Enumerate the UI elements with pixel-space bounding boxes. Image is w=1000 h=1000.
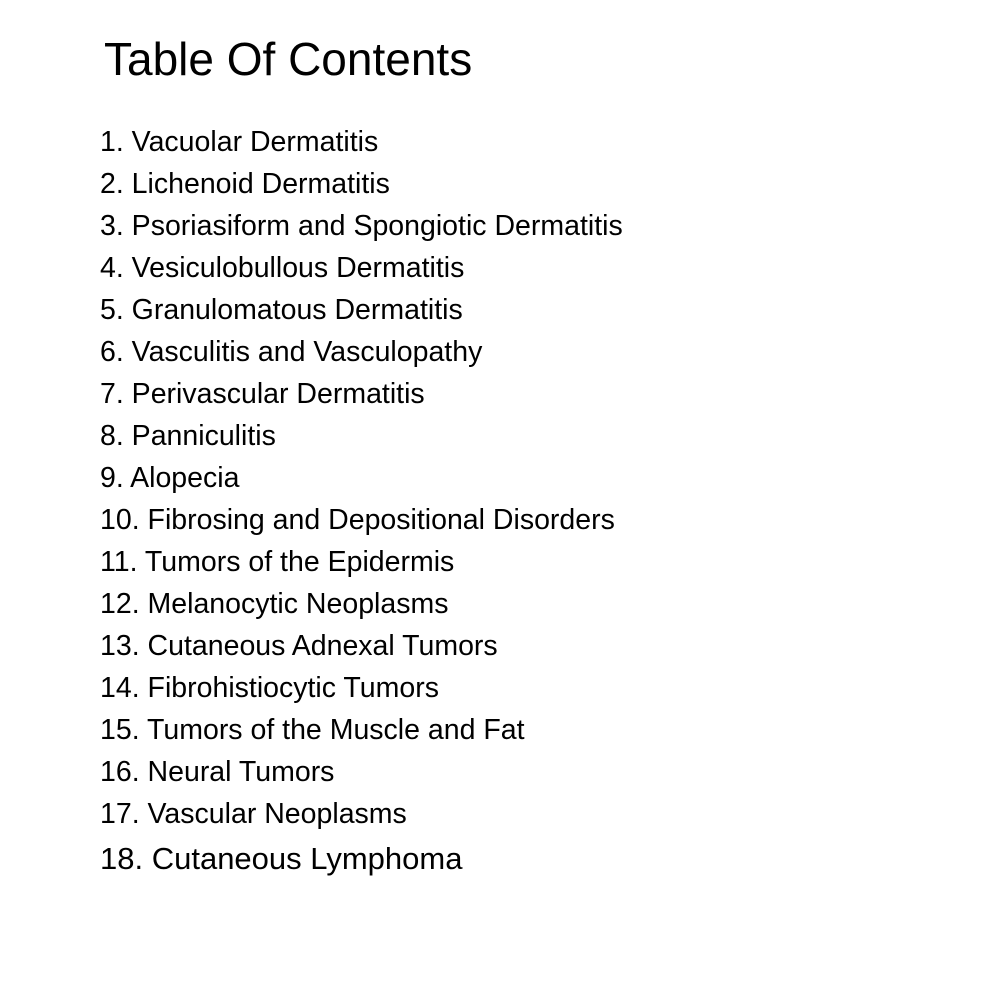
toc-entry-psoriasiform-spongiotic-dermatitis[interactable]: 3. Psoriasiform and Spongiotic Dermatitis bbox=[100, 210, 623, 242]
toc-entry-fibrohistiocytic-tumors[interactable]: 14. Fibrohistiocytic Tumors bbox=[100, 672, 439, 704]
toc-entry-granulomatous-dermatitis[interactable]: 5. Granulomatous Dermatitis bbox=[100, 294, 463, 326]
toc-entry-vascular-neoplasms[interactable]: 17. Vascular Neoplasms bbox=[100, 798, 407, 830]
toc-entry-melanocytic-neoplasms[interactable]: 12. Melanocytic Neoplasms bbox=[100, 588, 449, 620]
toc-entry-neural-tumors[interactable]: 16. Neural Tumors bbox=[100, 756, 335, 788]
toc-entry-cutaneous-adnexal-tumors[interactable]: 13. Cutaneous Adnexal Tumors bbox=[100, 630, 498, 662]
toc-entry-lichenoid-dermatitis[interactable]: 2. Lichenoid Dermatitis bbox=[100, 168, 390, 200]
toc-entry-cutaneous-lymphoma[interactable]: 18. Cutaneous Lymphoma bbox=[100, 841, 463, 876]
table-of-contents-list bbox=[100, 121, 623, 883]
toc-entry-tumors-muscle-fat[interactable]: 15. Tumors of the Muscle and Fat bbox=[100, 714, 525, 746]
toc-entry-vacuolar-dermatitis[interactable]: 1. Vacuolar Dermatitis bbox=[100, 126, 379, 158]
toc-entry-panniculitis[interactable]: 8. Panniculitis bbox=[100, 420, 276, 452]
toc-entry-vasculitis-vasculopathy[interactable]: 6. Vasculitis and Vasculopathy bbox=[100, 336, 483, 368]
toc-entry-alopecia[interactable]: 9. Alopecia bbox=[100, 462, 240, 494]
toc-entry-perivascular-dermatitis[interactable]: 7. Perivascular Dermatitis bbox=[100, 378, 425, 410]
toc-entry-fibrosing-depositional-disorders[interactable]: 10. Fibrosing and Depositional Disorders bbox=[100, 504, 615, 536]
page-title: Table Of Contents bbox=[104, 33, 473, 85]
toc-entry-vesiculobullous-dermatitis[interactable]: 4. Vesiculobullous Dermatitis bbox=[100, 252, 465, 284]
toc-entry-tumors-of-epidermis[interactable]: 11. Tumors of the Epidermis bbox=[100, 546, 455, 578]
